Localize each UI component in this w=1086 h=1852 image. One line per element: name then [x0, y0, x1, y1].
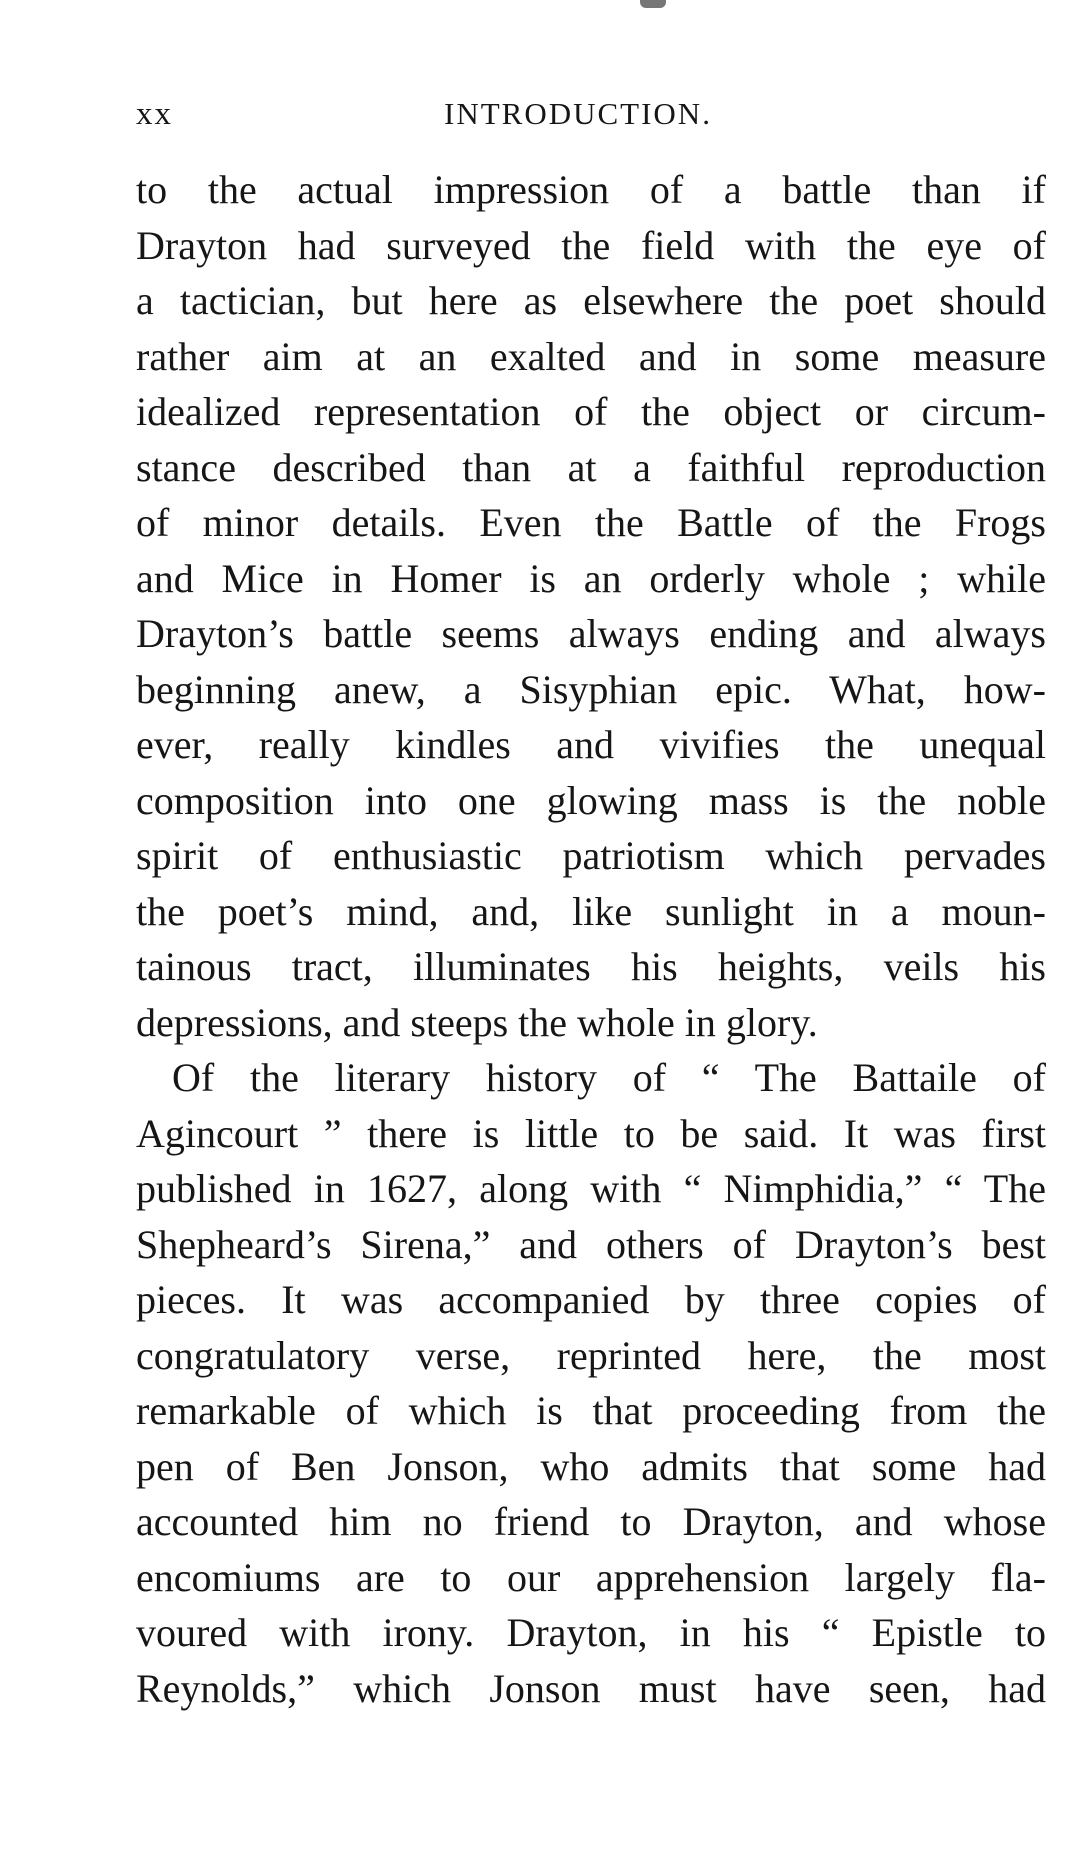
- text-line: to the actual impression of a battle than if: [136, 167, 1046, 212]
- text-line: pen of Ben Jonson, who admits that some had: [136, 1443, 1046, 1489]
- text-line: composition into one glowing mass is the noble: [136, 777, 1046, 823]
- text-line: Agincourt ” there is little to be said. It was first: [136, 1110, 1046, 1156]
- text-line: Reynolds,” which Jonson must have seen, had: [136, 1665, 1046, 1711]
- text-line: Shepheard’s Sirena,” and others of Drayton’s best: [136, 1221, 1046, 1267]
- paragraph-start-line: Of the literary history of “ The Battaile of: [172, 1055, 1046, 1100]
- page-number: xx: [136, 96, 173, 132]
- text-line: idealized representation of the object or circum-: [136, 389, 1046, 434]
- text-line: stance described than at a faithful reproduction: [136, 444, 1046, 490]
- text-line: rather aim at an exalted and in some measure: [136, 333, 1046, 379]
- scan-mark: [640, 0, 666, 8]
- text-line: the poet’s mind, and, like sunlight in a moun-: [136, 888, 1046, 934]
- text-line: beginning anew, a Sisyphian epic. What, how-: [136, 666, 1046, 712]
- text-line: of minor details. Even the Battle of the Frogs: [136, 500, 1046, 545]
- text-line: tainous tract, illuminates his heights, veils his: [136, 944, 1046, 989]
- running-head: [0, 94, 1086, 134]
- text-line: spirit of enthusiastic patriotism which pervades: [136, 833, 1046, 878]
- text-line: remarkable of which is that proceeding from the: [136, 1388, 1046, 1433]
- text-line: published in 1627, along with “ Nimphidia,” “ The: [136, 1166, 1046, 1211]
- paragraph-end-line: depressions, and steeps the whole in glory.: [136, 999, 818, 1045]
- text-line: pieces. It was accompanied by three copies of: [136, 1277, 1046, 1322]
- text-line: a tactician, but here as elsewhere the poet should: [136, 278, 1046, 323]
- running-head-title: INTRODUCTION.: [444, 96, 712, 131]
- text-line: congratulatory verse, reprinted here, the most: [136, 1332, 1046, 1378]
- text-line: Drayton’s battle seems always ending and always: [136, 611, 1046, 656]
- text-line: ever, really kindles and vivifies the unequal: [136, 722, 1046, 767]
- text-line: and Mice in Homer is an orderly whole ; while: [136, 555, 1046, 601]
- text-line: encomiums are to our apprehension largely fla-: [136, 1554, 1046, 1600]
- text-line: accounted him no friend to Drayton, and whose: [136, 1499, 1046, 1544]
- text-line: Drayton had surveyed the field with the eye of: [136, 222, 1046, 268]
- body-text: [136, 162, 1046, 1716]
- text-line: voured with irony. Drayton, in his “ Epistle to: [136, 1610, 1046, 1655]
